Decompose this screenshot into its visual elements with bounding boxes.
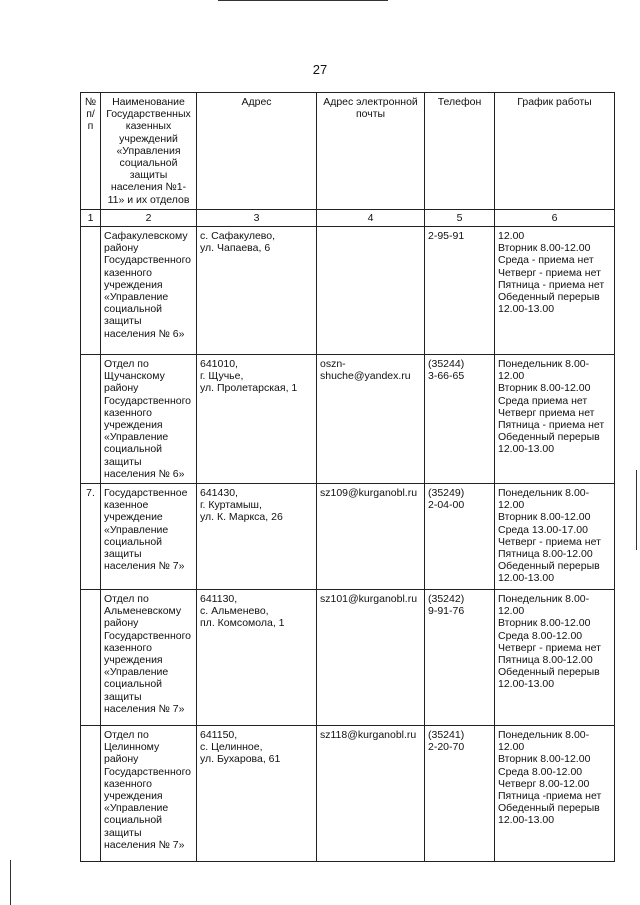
- column-number: 1: [81, 209, 101, 226]
- institution-name: Отдел по Целинному району Государственного казенного учреждения «Управление социальной защиты населения № 7»: [101, 726, 197, 862]
- header-phone: Телефон: [425, 93, 495, 210]
- work-schedule: Понедельник 8.00-12.00 Вторник 8.00-12.00 Среда 13.00-17.00 Четверг - приема нет Пятница 8.00-12.00 Обеденный перерыв 12.00-13.00: [495, 484, 615, 590]
- table-row: [81, 227, 615, 355]
- institution-phone: (35244) 3-66-65: [425, 355, 495, 484]
- header-schedule: График работы: [495, 93, 615, 210]
- work-schedule: Понедельник 8.00-12.00 Вторник 8.00-12.00 Среда 8.00-12.00 Четверг - приема нет Пятница 8.00-12.00 Обеденный перерыв 12.00-13.00: [495, 590, 615, 726]
- header-name: Наименование Государственных казенных учреждений «Управления социальной защиты населения №1-11» и их отделов: [101, 93, 197, 210]
- offices-table: [80, 92, 615, 862]
- column-number: 6: [495, 209, 615, 226]
- row-number: [81, 590, 101, 726]
- table-row: [81, 590, 615, 726]
- institution-address: 641150, с. Целинное, ул. Бухарова, 61: [197, 726, 317, 862]
- column-number-row: [81, 209, 615, 226]
- header-row: [81, 93, 615, 210]
- column-number: 4: [317, 209, 425, 226]
- header-no: № п/п: [81, 93, 101, 210]
- institution-phone: (35249) 2-04-00: [425, 484, 495, 590]
- institution-email: sz109@kurganobl.ru: [317, 484, 425, 590]
- scan-edge-mark-left: [10, 860, 11, 905]
- institution-name: Государственное казенное учреждение «Управление социальной защиты населения № 7»: [101, 484, 197, 590]
- scan-edge-mark-top: [218, 0, 388, 1]
- institution-name: Отдел по Щучанскому району Государственного казенного учреждения «Управление социальной защиты населения № 6»: [101, 355, 197, 484]
- work-schedule: Понедельник 8.00-12.00 Вторник 8.00-12.00 Среда 8.00-12.00 Четверг 8.00-12.00 Пятница -приема нет Обеденный перерыв 12.00-13.00: [495, 726, 615, 862]
- table-row: [81, 355, 615, 484]
- column-number: 3: [197, 209, 317, 226]
- institution-name: Отдел по Альменевскому району Государственного казенного учреждения «Управление социальной защиты населения № 7»: [101, 590, 197, 726]
- institution-email: oszn-shuche@yandex.ru: [317, 355, 425, 484]
- institution-name: Сафакулевскому району Государственного казенного учреждения «Управление социальной защиты населения № 6»: [101, 227, 197, 355]
- column-number: 2: [101, 209, 197, 226]
- page-number: 27: [312, 62, 328, 77]
- header-address: Адрес: [197, 93, 317, 210]
- table-row: [81, 726, 615, 862]
- column-number: 5: [425, 209, 495, 226]
- work-schedule: Понедельник 8.00-12.00 Вторник 8.00-12.00 Среда приема нет Четверг приема нет Пятница - приема нет Обеденный перерыв 12.00-13.00: [495, 355, 615, 484]
- institution-phone: 2-95-91: [425, 227, 495, 355]
- institution-address: 641430, г. Куртамыш, ул. К. Маркса, 26: [197, 484, 317, 590]
- header-email: Адрес электронной почты: [317, 93, 425, 210]
- scan-edge-mark-right: [636, 470, 637, 550]
- row-number: [81, 726, 101, 862]
- institution-phone: (35241) 2-20-70: [425, 726, 495, 862]
- row-number: 7.: [81, 484, 101, 590]
- institution-email: [317, 227, 425, 355]
- institution-email: sz101@kurganobl.ru: [317, 590, 425, 726]
- institution-address: с. Сафакулево, ул. Чапаева, 6: [197, 227, 317, 355]
- institution-phone: (35242) 9-91-76: [425, 590, 495, 726]
- table-row: [81, 484, 615, 590]
- work-schedule: 12.00 Вторник 8.00-12.00 Среда - приема нет Четверг - приема нет Пятница - приема нет Обеденный перерыв 12.00-13.00: [495, 227, 615, 355]
- institution-address: 641010, г. Щучье, ул. Пролетарская, 1: [197, 355, 317, 484]
- institution-address: 641130, с. Альменево, пл. Комсомола, 1: [197, 590, 317, 726]
- institution-email: sz118@kurganobl.ru: [317, 726, 425, 862]
- row-number: [81, 355, 101, 484]
- row-number: [81, 227, 101, 355]
